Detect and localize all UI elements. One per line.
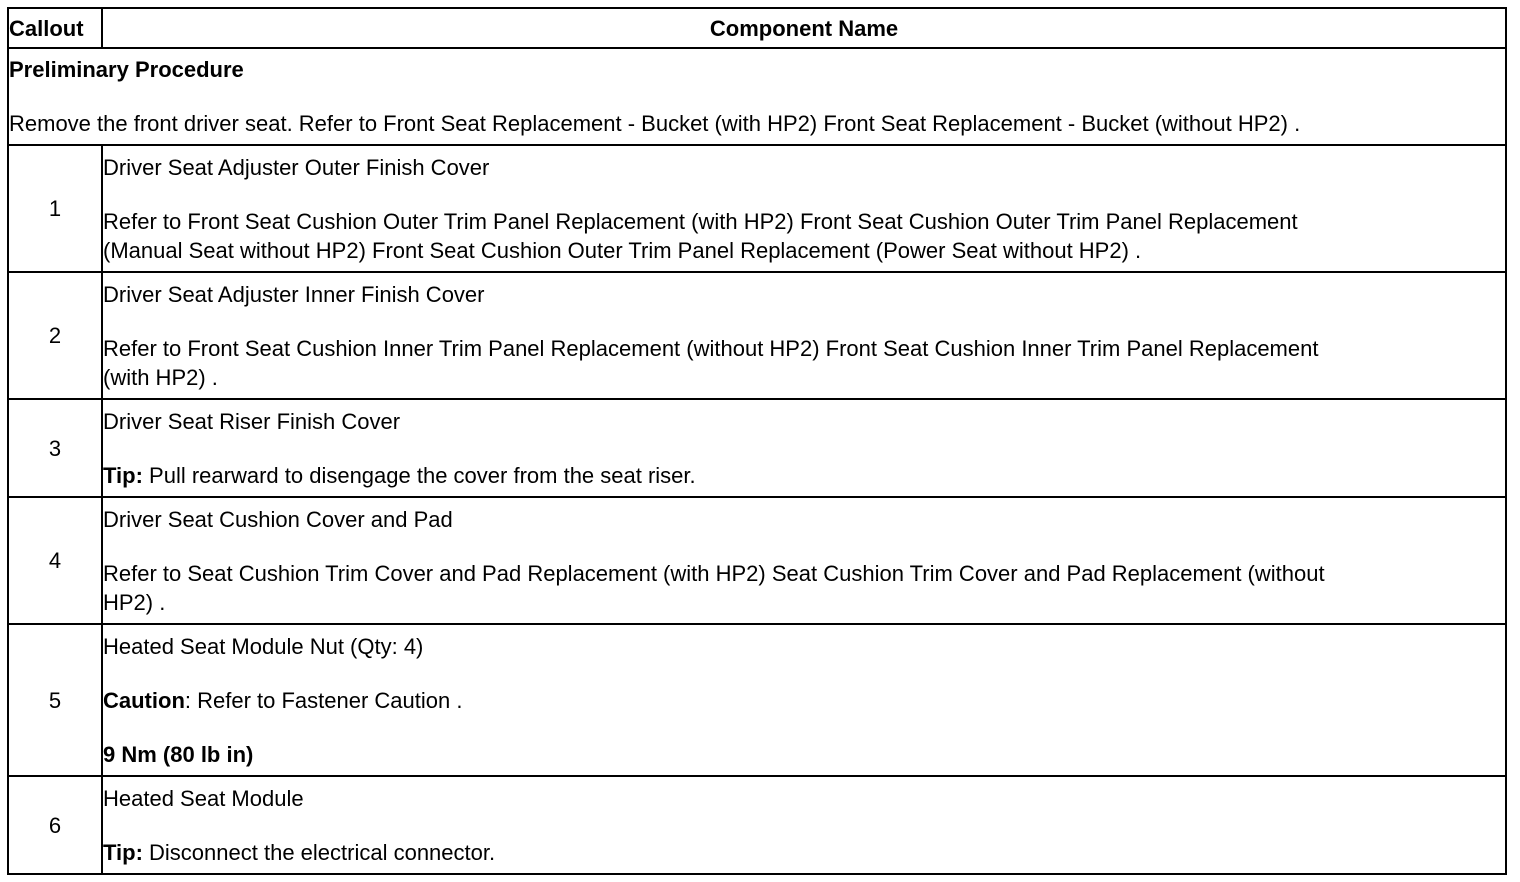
callout-number: 5 — [8, 624, 102, 776]
tip-label: Tip: — [103, 462, 143, 488]
component-cell — [102, 272, 1506, 399]
header-row — [8, 8, 1506, 48]
callout-column-header: Callout — [8, 8, 102, 48]
callout-number: 3 — [8, 399, 102, 497]
torque-spec: 9 Nm (80 lb in) — [103, 741, 254, 767]
component-cell — [102, 399, 1506, 497]
table-row — [8, 624, 1506, 776]
component-name: Driver Seat Cushion Cover and Pad — [103, 506, 453, 532]
component-cell — [102, 624, 1506, 776]
caution-text: : Refer to Fastener Caution . — [184, 687, 463, 713]
callout-number: 2 — [8, 272, 102, 399]
component-cell — [102, 497, 1506, 624]
table-row — [8, 145, 1506, 272]
tip-label: Tip: — [103, 839, 143, 865]
tip-text: Pull rearward to disengage the cover from the seat riser. — [142, 462, 696, 488]
component-name: Heated Seat Module — [103, 785, 304, 811]
preliminary-procedure-text: Remove the front driver seat. Refer to Front Seat Replacement - Bucket (with HP2) Front Seat Replacement - Bucket (without HP2) . — [9, 111, 1301, 136]
reference-note-continued: HP2) . — [103, 589, 166, 615]
component-cell — [102, 145, 1506, 272]
callout-number: 6 — [8, 776, 102, 874]
callout-number: 1 — [8, 145, 102, 272]
reference-note: Refer to Front Seat Cushion Inner Trim Panel Replacement (without HP2) Front Seat Cushion Inner Trim Panel Replacement — [103, 335, 1319, 361]
caution-label: Caution — [103, 687, 185, 713]
reference-note-continued: (with HP2) . — [103, 364, 218, 390]
reference-note: Refer to Front Seat Cushion Outer Trim Panel Replacement (with HP2) Front Seat Cushion Outer Trim Panel Replacement — [103, 208, 1298, 234]
component-name: Driver Seat Riser Finish Cover — [103, 408, 401, 434]
table-row — [8, 399, 1506, 497]
tip-line — [103, 461, 1505, 490]
tip-text: Disconnect the electrical connector. — [142, 839, 496, 865]
caution-line — [103, 686, 1505, 715]
component-cell — [102, 776, 1506, 874]
procedure-table — [7, 7, 1507, 875]
preliminary-procedure-cell — [8, 48, 1506, 145]
reference-note-continued: (Manual Seat without HP2) Front Seat Cushion Outer Trim Panel Replacement (Power Seat without HP2) . — [103, 237, 1142, 263]
callout-number: 4 — [8, 497, 102, 624]
table-row — [8, 272, 1506, 399]
component-name-column-header: Component Name — [102, 8, 1506, 48]
table-row — [8, 497, 1506, 624]
tip-line — [103, 838, 1505, 867]
preliminary-procedure-heading: Preliminary Procedure — [9, 57, 244, 82]
table-row — [8, 776, 1506, 874]
component-name: Driver Seat Adjuster Inner Finish Cover — [103, 281, 485, 307]
reference-note: Refer to Seat Cushion Trim Cover and Pad Replacement (with HP2) Seat Cushion Trim Cover and Pad Replacement (without — [103, 560, 1325, 586]
preliminary-procedure-row — [8, 48, 1506, 145]
component-name: Heated Seat Module Nut (Qty: 4) — [103, 633, 424, 659]
component-name: Driver Seat Adjuster Outer Finish Cover — [103, 154, 490, 180]
